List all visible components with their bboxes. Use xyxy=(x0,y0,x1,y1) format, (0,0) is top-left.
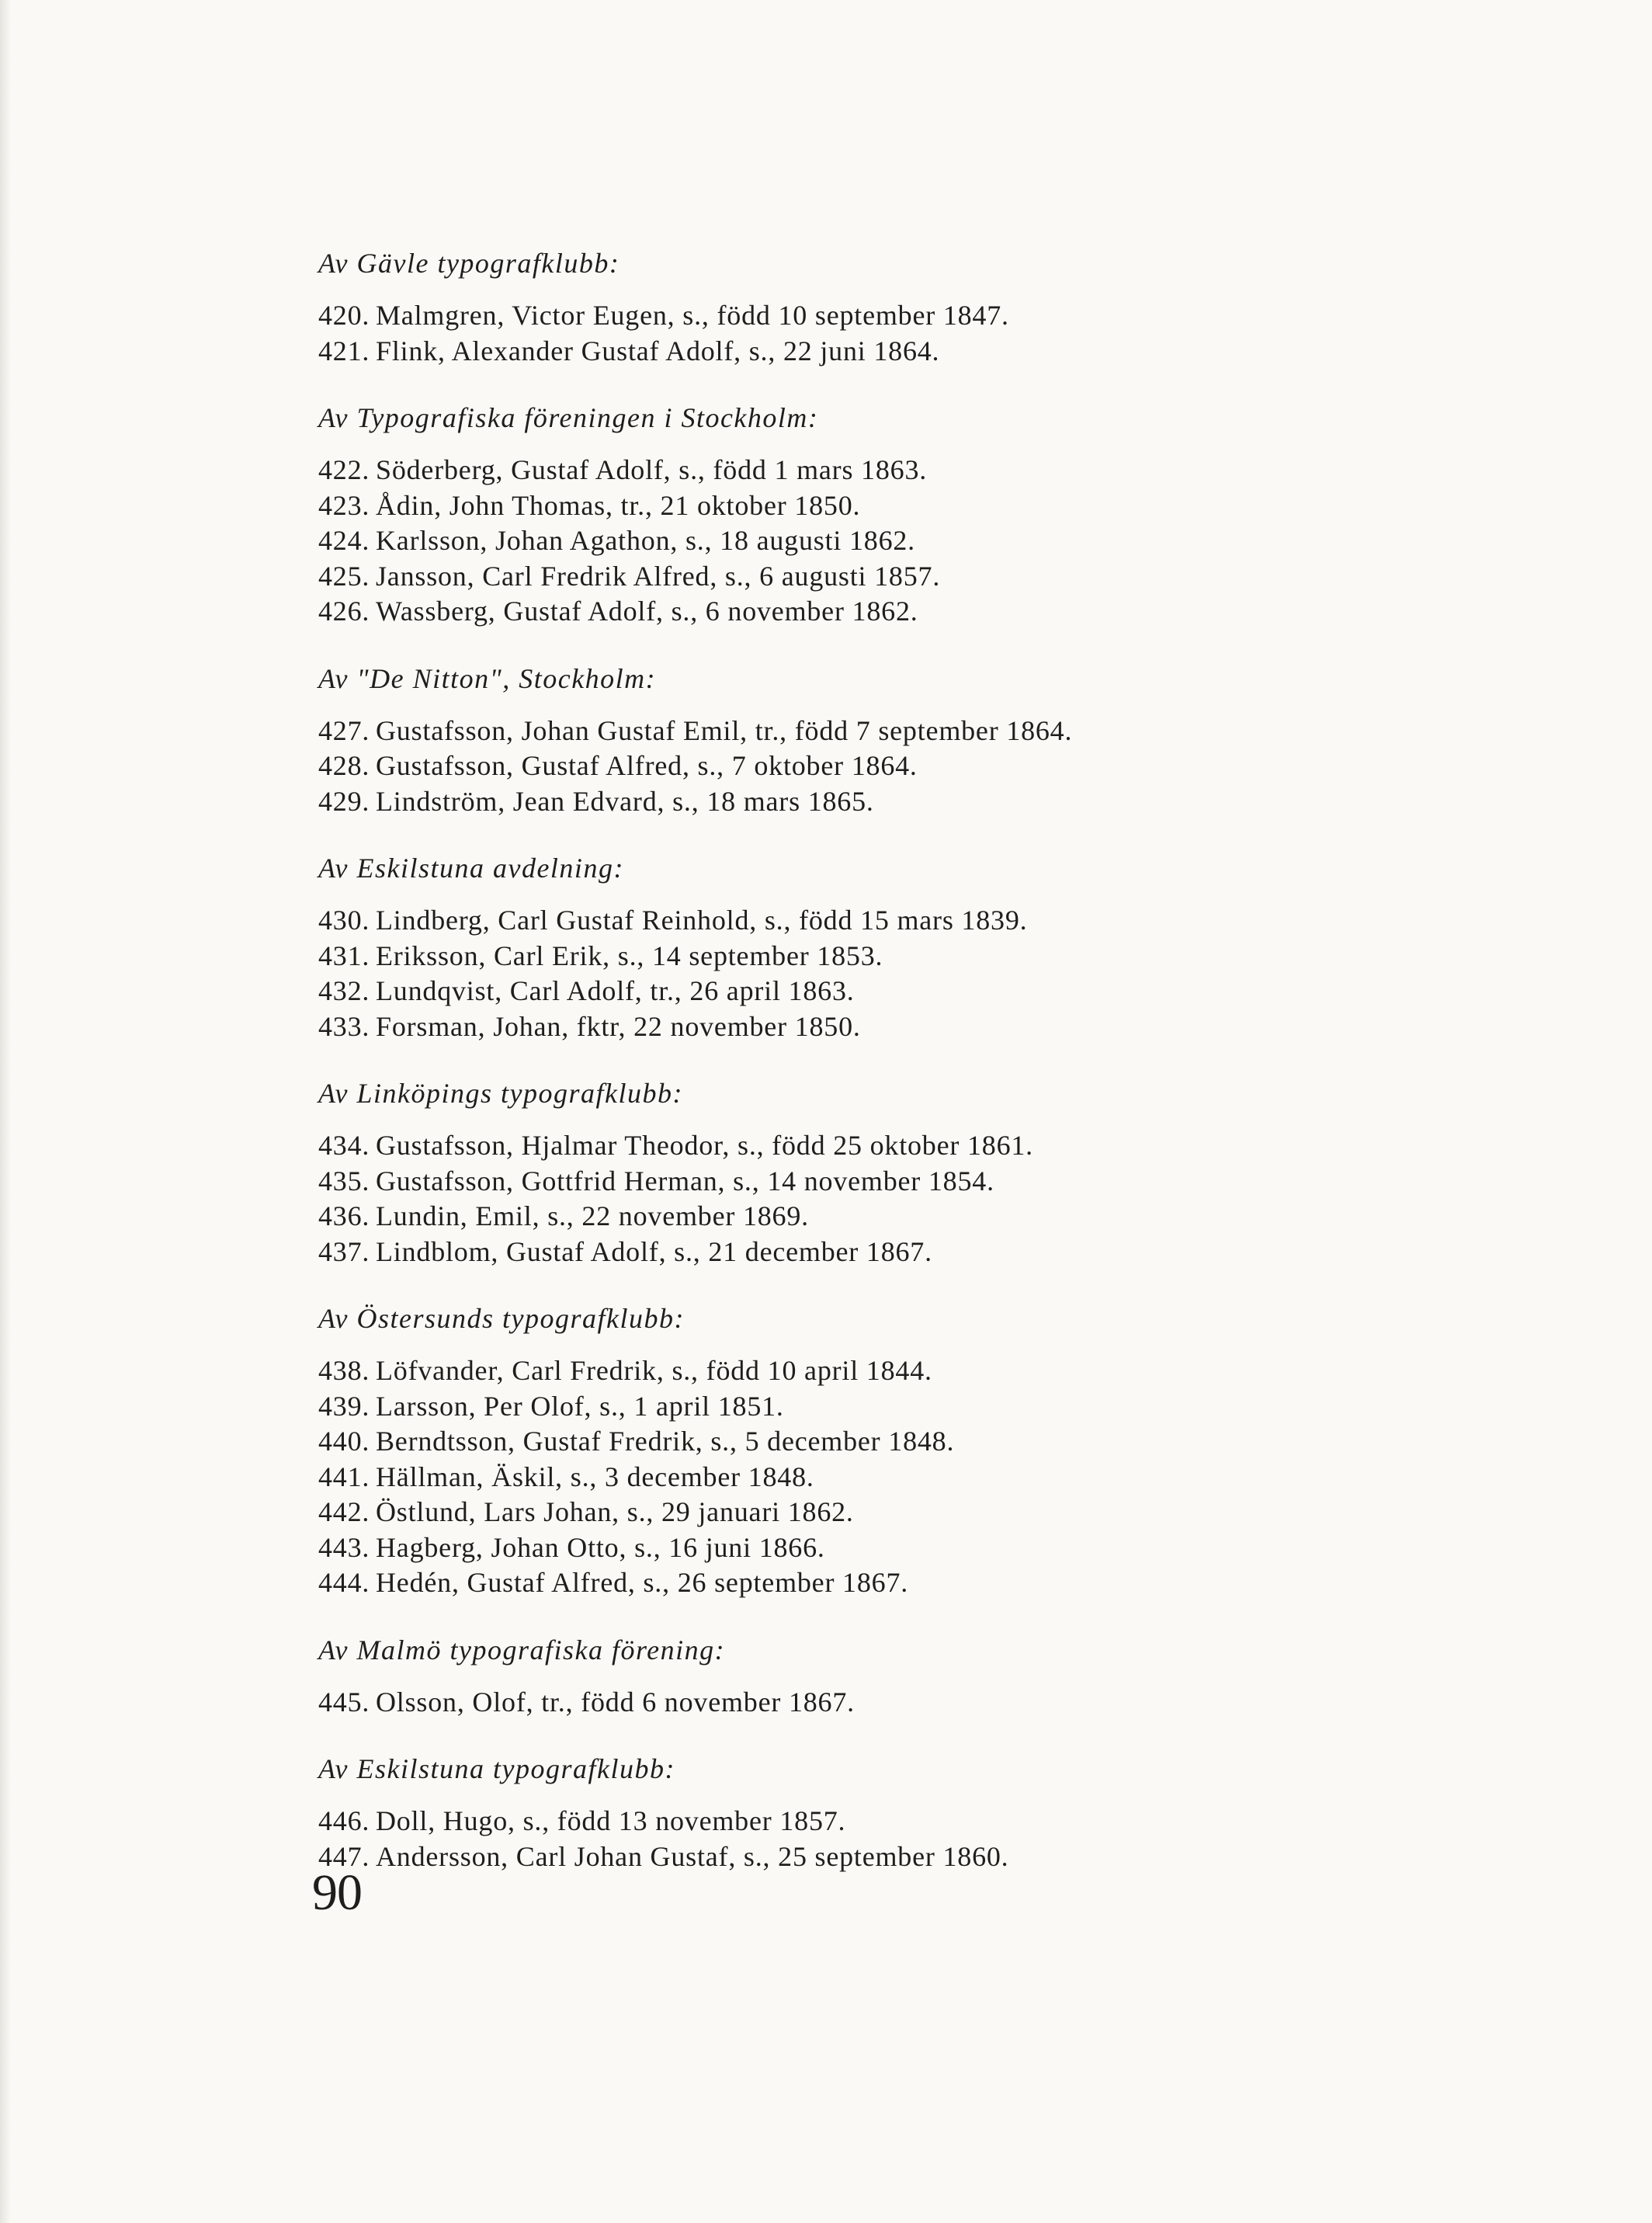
entry-text: Karlsson, Johan Agathon, s., 18 augusti 1862. xyxy=(376,525,915,556)
page-number: 90 xyxy=(312,1864,362,1921)
entry-number: 430. xyxy=(318,905,370,936)
list-entry xyxy=(318,1164,1529,1200)
list-entry xyxy=(318,453,1529,488)
list-entry xyxy=(318,1235,1529,1270)
entry-number: 423. xyxy=(318,489,370,521)
section-ostersund xyxy=(318,1301,1529,1601)
section-heading: Av Eskilstuna typografklubb: xyxy=(318,1753,675,1784)
entry-text: Gustafsson, Johan Gustaf Emil, tr., född 7 september 1864. xyxy=(376,714,1073,746)
section-typografiska-foreningen xyxy=(318,400,1529,630)
entry-number: 431. xyxy=(318,940,370,971)
list-entry xyxy=(318,1009,1529,1045)
list-entry xyxy=(318,594,1529,630)
list-entry xyxy=(318,1530,1529,1566)
entry-text: Lundqvist, Carl Adolf, tr., 26 april 1863. xyxy=(376,975,855,1006)
list-entry xyxy=(318,523,1529,559)
entry-number: 427. xyxy=(318,714,370,746)
entry-text: Hagberg, Johan Otto, s., 16 juni 1866. xyxy=(376,1531,825,1563)
entry-text: Hällman, Äskil, s., 3 december 1848. xyxy=(376,1461,814,1492)
section-heading: Av Gävle typografklubb: xyxy=(318,248,620,279)
entry-text: Gustafsson, Hjalmar Theodor, s., född 25 oktober 1861. xyxy=(376,1130,1033,1161)
entry-text: Lindström, Jean Edvard, s., 18 mars 1865. xyxy=(376,785,874,817)
entry-text: Andersson, Carl Johan Gustaf, s., 25 september 1860. xyxy=(376,1840,1009,1872)
entry-number: 421. xyxy=(318,335,370,366)
section-eskilstuna-typografklubb xyxy=(318,1751,1529,1874)
entry-number: 437. xyxy=(318,1235,370,1267)
section-heading: Av Linköpings typografklubb: xyxy=(318,1078,683,1109)
entry-number: 442. xyxy=(318,1496,370,1527)
section-heading: Av "De Nitton", Stockholm: xyxy=(318,662,657,694)
list-entry xyxy=(318,939,1529,974)
entry-number: 446. xyxy=(318,1805,370,1836)
list-entry xyxy=(318,749,1529,784)
entry-number: 435. xyxy=(318,1165,370,1197)
entry-text: Östlund, Lars Johan, s., 29 januari 1862. xyxy=(376,1496,854,1527)
entry-number: 444. xyxy=(318,1567,370,1598)
entry-number: 445. xyxy=(318,1686,370,1718)
entry-number: 428. xyxy=(318,750,370,781)
entry-text: Flink, Alexander Gustaf Adolf, s., 22 juni 1864. xyxy=(376,335,940,366)
entry-number: 420. xyxy=(318,300,370,331)
section-heading: Av Malmö typografiska förening: xyxy=(318,1634,726,1666)
entry-number: 424. xyxy=(318,525,370,556)
entry-text: Ådin, John Thomas, tr., 21 oktober 1850. xyxy=(376,489,861,521)
entry-number: 422. xyxy=(318,454,370,485)
entry-number: 443. xyxy=(318,1531,370,1563)
list-entry xyxy=(318,714,1529,749)
entry-text: Jansson, Carl Fredrik Alfred, s., 6 augusti 1857. xyxy=(376,560,941,592)
entry-text: Hedén, Gustaf Alfred, s., 26 september 1867. xyxy=(376,1567,909,1598)
list-entry xyxy=(318,334,1529,370)
list-entry xyxy=(318,1804,1529,1839)
entry-text: Lindblom, Gustaf Adolf, s., 21 december 1867. xyxy=(376,1235,932,1267)
entry-number: 432. xyxy=(318,975,370,1006)
list-entry xyxy=(318,1424,1529,1460)
entry-text: Gustafsson, Gustaf Alfred, s., 7 oktober 1864. xyxy=(376,750,918,781)
list-entry xyxy=(318,488,1529,524)
list-entry xyxy=(318,1839,1529,1875)
entry-number: 438. xyxy=(318,1355,370,1386)
member-list xyxy=(318,245,1529,1874)
entry-number: 439. xyxy=(318,1390,370,1422)
section-heading: Av Typografiska föreningen i Stockholm: xyxy=(318,402,819,433)
entry-text: Eriksson, Carl Erik, s., 14 september 1853. xyxy=(376,940,883,971)
entry-text: Doll, Hugo, s., född 13 november 1857. xyxy=(376,1805,846,1836)
entry-number: 441. xyxy=(318,1461,370,1492)
section-heading: Av Östersunds typografklubb: xyxy=(318,1303,685,1334)
entry-text: Gustafsson, Gottfrid Herman, s., 14 november 1854. xyxy=(376,1165,994,1197)
section-eskilstuna-avdelning xyxy=(318,850,1529,1044)
list-entry xyxy=(318,1199,1529,1235)
entry-text: Löfvander, Carl Fredrik, s., född 10 april 1844. xyxy=(376,1355,932,1386)
list-entry xyxy=(318,559,1529,595)
section-heading: Av Eskilstuna avdelning: xyxy=(318,853,624,884)
entry-text: Wassberg, Gustaf Adolf, s., 6 november 1862. xyxy=(376,596,918,627)
entry-text: Forsman, Johan, fktr, 22 november 1850. xyxy=(376,1010,861,1042)
list-entry xyxy=(318,974,1529,1009)
section-linkoping xyxy=(318,1075,1529,1270)
entry-number: 436. xyxy=(318,1200,370,1231)
entry-text: Larsson, Per Olof, s., 1 april 1851. xyxy=(376,1390,784,1422)
entry-number: 433. xyxy=(318,1010,370,1042)
list-entry xyxy=(318,1495,1529,1530)
entry-number: 426. xyxy=(318,596,370,627)
list-entry xyxy=(318,1353,1529,1389)
section-gavle xyxy=(318,245,1529,369)
entry-text: Malmgren, Victor Eugen, s., född 10 september 1847. xyxy=(376,300,1009,331)
list-entry xyxy=(318,1685,1529,1721)
entry-number: 425. xyxy=(318,560,370,592)
entry-text: Berndtsson, Gustaf Fredrik, s., 5 december 1848. xyxy=(376,1426,955,1457)
list-entry xyxy=(318,1565,1529,1601)
entry-text: Lundin, Emil, s., 22 november 1869. xyxy=(376,1200,809,1231)
entry-text: Olsson, Olof, tr., född 6 november 1867. xyxy=(376,1686,855,1718)
page-edge-shadow xyxy=(0,0,11,2223)
entry-text: Söderberg, Gustaf Adolf, s., född 1 mars 1863. xyxy=(376,454,928,485)
section-malmo xyxy=(318,1632,1529,1721)
entry-number: 440. xyxy=(318,1426,370,1457)
list-entry xyxy=(318,1460,1529,1495)
list-entry xyxy=(318,784,1529,820)
entry-text: Lindberg, Carl Gustaf Reinhold, s., född 15 mars 1839. xyxy=(376,905,1028,936)
entry-number: 429. xyxy=(318,785,370,817)
list-entry xyxy=(318,298,1529,334)
entry-number: 447. xyxy=(318,1840,370,1872)
section-de-nitton xyxy=(318,661,1529,820)
list-entry xyxy=(318,1389,1529,1425)
list-entry xyxy=(318,1128,1529,1164)
list-entry xyxy=(318,903,1529,939)
entry-number: 434. xyxy=(318,1130,370,1161)
